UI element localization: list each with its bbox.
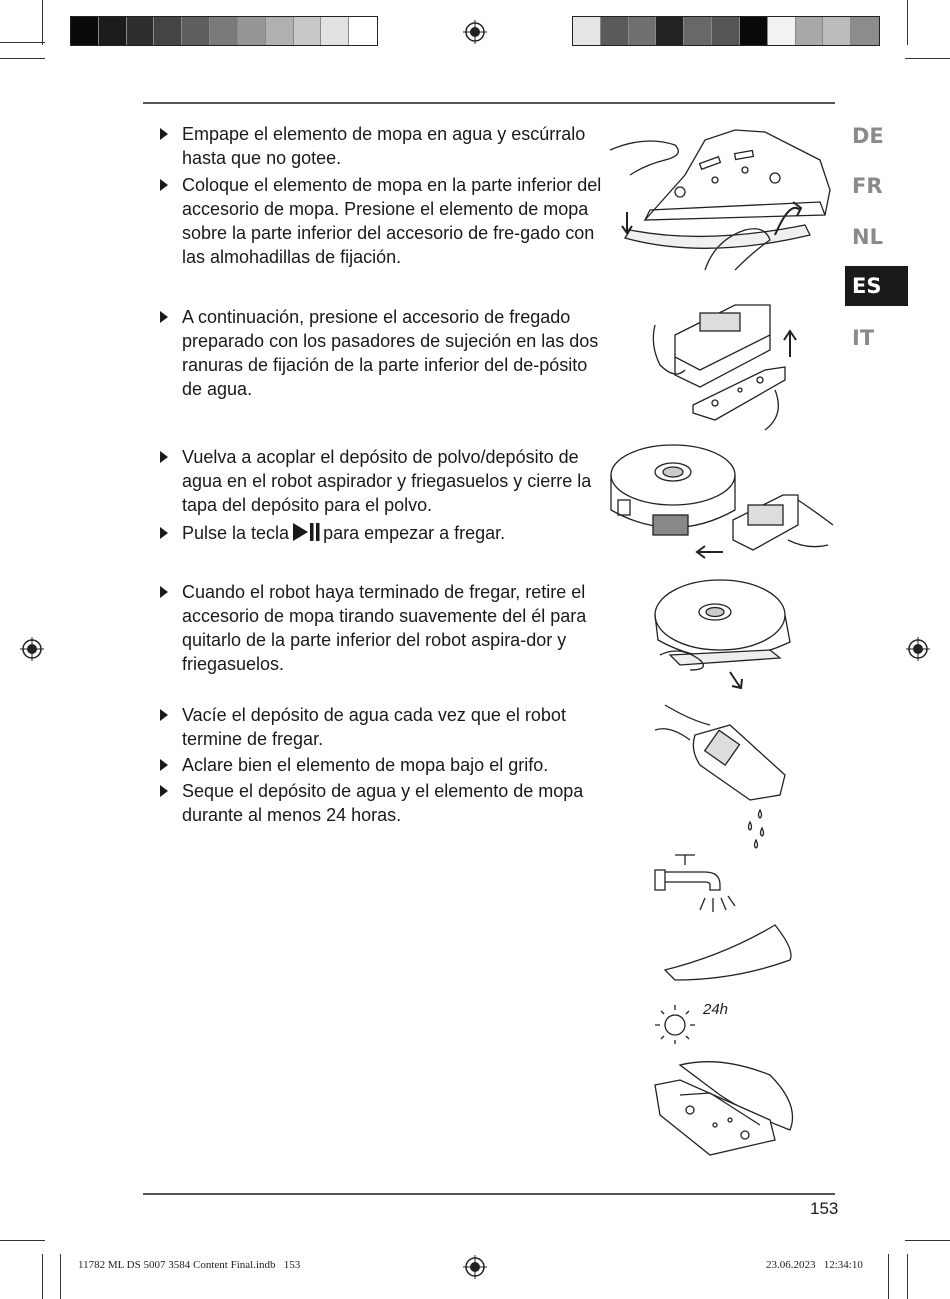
header-rule xyxy=(143,102,835,104)
instruction-text: Seque el depósito de agua y el elemento de mopa durante al menos 24 horas. xyxy=(182,781,584,825)
page-number: 153 xyxy=(810,1199,839,1218)
empty-tank-illustration xyxy=(650,700,795,850)
instruction-text-after: para empezar a fregar. xyxy=(323,523,506,543)
mop-and-attachment-illustration xyxy=(650,1045,800,1165)
mop-attach-illustration xyxy=(605,120,835,275)
language-tab-it[interactable]: IT xyxy=(852,326,875,350)
crop-mark xyxy=(907,1254,908,1299)
instruction-item xyxy=(160,779,610,827)
bullet-arrow-icon xyxy=(160,709,168,721)
bullet-arrow-icon xyxy=(160,451,168,463)
instruction-item xyxy=(160,580,610,676)
registration-mark-icon xyxy=(906,637,930,661)
instruction-text: Vuelva a acoplar el depósito de polvo/depósito de agua en el robot aspirador y friegasuelos y cierre la tapa del depósito para el polvo. xyxy=(182,447,592,515)
footer-file-info: 11782 ML DS 5007 3584 Content Final.indb 153 xyxy=(78,1259,301,1271)
instruction-item xyxy=(160,703,610,751)
color-bar-left xyxy=(70,16,378,46)
footer-rule xyxy=(143,1193,835,1195)
instruction-text: Empape el elemento de mopa en agua y escúrralo hasta que no gotee. xyxy=(182,124,586,168)
water-tank-illustration xyxy=(645,295,835,440)
drying-sun-illustration xyxy=(645,920,805,1045)
instruction-text: Cuando el robot haya terminado de fregar, retire el accesorio de mopa tirando suavemente del él para quitarlo de la parte inferior del robot aspira-dor y friegasuelos. xyxy=(182,582,587,674)
drying-time-label: 24h xyxy=(703,1001,729,1018)
robot-dust-tank-illustration xyxy=(608,440,838,565)
color-bar-right xyxy=(572,16,880,46)
crop-mark xyxy=(42,0,43,45)
bullet-arrow-icon xyxy=(160,311,168,323)
crop-mark xyxy=(0,1240,45,1241)
instruction-text: Vacíe el depósito de agua cada vez que el robot termine de fregar. xyxy=(182,705,566,749)
crop-mark xyxy=(0,58,45,59)
instruction-text-before: Pulse la tecla xyxy=(182,523,290,543)
instruction-item xyxy=(160,305,610,401)
faucet-illustration xyxy=(650,850,740,915)
language-tab-nl[interactable]: NL xyxy=(852,225,883,249)
footer-timestamp: 23.06.2023 12:34:10 xyxy=(766,1259,863,1271)
language-tab-es[interactable]: ES xyxy=(845,266,908,306)
robot-remove-mop-illustration xyxy=(650,570,810,695)
instruction-item xyxy=(160,753,610,777)
bullet-arrow-icon xyxy=(160,759,168,771)
bullet-arrow-icon xyxy=(160,785,168,797)
bullet-arrow-icon xyxy=(160,586,168,598)
instruction-text xyxy=(182,521,610,545)
crop-mark xyxy=(905,1240,950,1241)
crop-mark xyxy=(888,1254,889,1299)
registration-mark-icon xyxy=(20,637,44,661)
language-tab-de[interactable]: DE xyxy=(852,124,884,148)
instruction-item xyxy=(160,173,610,269)
crop-mark xyxy=(0,42,45,43)
instruction-item xyxy=(160,122,610,170)
bullet-arrow-icon xyxy=(160,128,168,140)
language-tab-fr[interactable]: FR xyxy=(852,174,883,198)
crop-mark xyxy=(905,58,950,59)
registration-mark-icon xyxy=(463,1255,487,1279)
instruction-text: Coloque el elemento de mopa en la parte inferior del accesorio de mopa. Presione el elemento de mopa sobre la parte inferior del accesorio de fre-gado con las almohadillas de fijación. xyxy=(182,175,602,267)
crop-mark xyxy=(60,1254,61,1299)
instruction-item xyxy=(160,521,610,545)
crop-mark xyxy=(907,0,908,45)
bullet-arrow-icon xyxy=(160,527,168,539)
instruction-text: Aclare bien el elemento de mopa bajo el grifo. xyxy=(182,755,549,775)
bullet-arrow-icon xyxy=(160,179,168,191)
crop-mark xyxy=(42,1254,43,1299)
instruction-text: A continuación, presione el accesorio de fregado preparado con los pasadores de sujeción en las dos ranuras de fijación de la parte inferior del de-pósito de agua. xyxy=(182,307,599,399)
instruction-item xyxy=(160,445,610,517)
registration-mark-icon xyxy=(463,20,487,44)
play-pause-icon xyxy=(291,522,321,542)
